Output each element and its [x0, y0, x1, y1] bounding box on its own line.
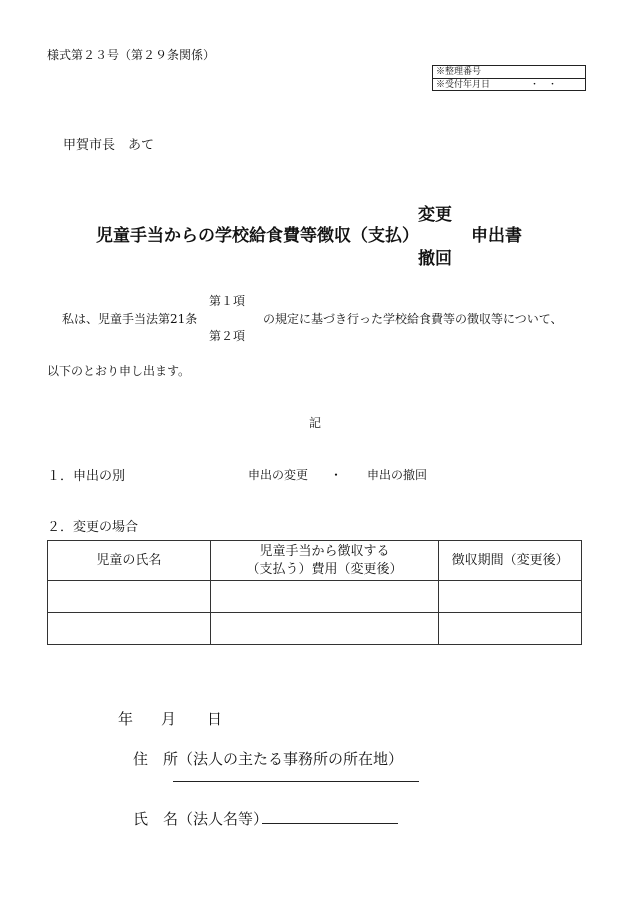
- name-field[interactable]: [262, 823, 398, 824]
- address-label: 住 所（法人の主たる事務所の所在地）: [133, 750, 404, 768]
- date-month-label: 月: [161, 710, 177, 728]
- fee-cell[interactable]: [210, 581, 439, 613]
- addressee: 甲賀市長 あて: [63, 138, 155, 153]
- statement-line2: 以下のとおり申し出ます。: [47, 364, 191, 378]
- section2-label: ２．変更の場合: [47, 520, 139, 535]
- header-fee-line2: （支払う）費用（変更後）: [246, 561, 403, 577]
- reference-number-row: [433, 66, 585, 78]
- page-title: 児童手当からの学校給食費等徴収（支払）: [96, 226, 419, 246]
- table-row: [48, 581, 582, 613]
- reception-date-row: [433, 78, 585, 91]
- table-header-row: [48, 541, 582, 581]
- reference-number-label: ※整理番号: [436, 67, 482, 77]
- fee-cell[interactable]: [210, 613, 439, 645]
- date-day-label: 日: [207, 710, 223, 728]
- change-table: [47, 540, 582, 645]
- table-row: [48, 613, 582, 645]
- option-separator: ・: [330, 468, 343, 482]
- reference-box: [432, 65, 586, 91]
- header-fee: [210, 541, 439, 581]
- option-change-request[interactable]: 申出の変更: [248, 468, 309, 482]
- period-cell[interactable]: [439, 613, 582, 645]
- header-child-name: 児童の氏名: [48, 541, 211, 581]
- reception-date-value: ・ ・: [530, 80, 558, 90]
- child-name-cell[interactable]: [48, 581, 211, 613]
- address-field[interactable]: [173, 781, 419, 782]
- clause-option-2: 第２項: [209, 329, 246, 343]
- period-cell[interactable]: [439, 581, 582, 613]
- title-suffix: 申出書: [471, 226, 522, 246]
- statement-prefix: 私は、児童手当法第21条: [62, 312, 198, 326]
- clause-option-1: 第１項: [209, 294, 246, 308]
- date-year-label: 年: [118, 710, 134, 728]
- child-name-cell[interactable]: [48, 613, 211, 645]
- reception-date-label: ※受付年月日: [436, 80, 491, 90]
- name-label: 氏 名（法人名等）: [133, 810, 269, 828]
- record-heading: 記: [309, 416, 322, 430]
- form-number: 様式第２３号（第２９条関係）: [47, 48, 216, 62]
- title-option-change: 変更: [418, 205, 452, 225]
- statement-suffix: の規定に基づき行った学校給食費等の徴収等について、: [263, 312, 563, 326]
- option-withdraw-request[interactable]: 申出の撤回: [367, 468, 428, 482]
- header-fee-line1: 児童手当から徴収する: [259, 543, 390, 559]
- section1-label: １．申出の別: [47, 469, 126, 484]
- header-period: 徴収期間（変更後）: [439, 541, 582, 581]
- title-option-withdraw: 撤回: [418, 249, 452, 269]
